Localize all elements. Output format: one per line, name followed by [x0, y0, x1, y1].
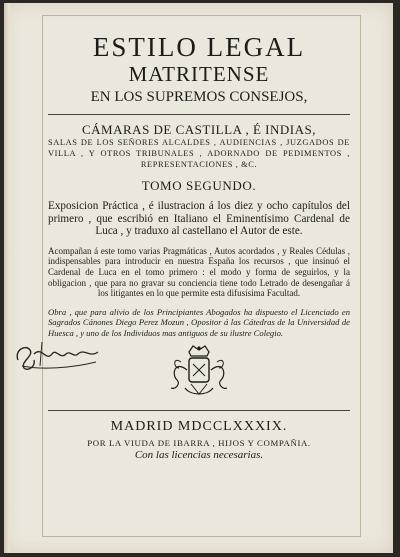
printer-name: POR LA VIUDA DE IBARRA , HIJOS Y COMPAÑIA.: [87, 437, 311, 448]
divider-2: [48, 410, 350, 411]
page-spine-shadow: [4, 3, 10, 553]
contents-paragraph: Acompañan á este tomo varias Pragmáticas , Autos acordados , y Reales Cédulas , indispensables para introducir en nuestra España los recursos , que insinuó el Cardenal de Luca en el tomo primero : el modo y forma de seguirlos, y la obligacion , que para no gravar su conciencia tiene todo Letrado de desengañar á los litigantes en lo que permite esta difusísima Facultad.: [48, 245, 350, 299]
description-paragraph: Exposicion Práctica , é ilustracion á los diez y ocho capítulos del primero , que escribió en Italiano el Eminentísimo Cardenal de Luca , y traduxo al castellano el Autor de este.: [48, 200, 350, 238]
title-line-3: EN LOS SUPREMOS CONSEJOS,: [90, 89, 308, 105]
title-line-2: MATRITENSE: [128, 62, 270, 86]
volume-label: TOMO SEGUNDO.: [141, 178, 257, 193]
imprint-city-year: MADRID MDCCLXXXIX.: [110, 418, 288, 434]
emblem-row: [48, 342, 350, 402]
authorship-paragraph: Obra , que para alivio de los Principiantes Abogados ha dispuesto el Licenciado en Sagrados Cánones Diego Perez Mozun , Opositor á las Cátedras de la Universidad de Huesca , y uno de los Individuos mas antiguos de su ilustre Colegio.: [48, 306, 350, 338]
divider-1: [48, 114, 350, 115]
handwritten-signature: [12, 336, 102, 376]
license-notice: Con las licencias necesarias.: [134, 448, 264, 461]
subtitle-small: SALAS DE LOS SEÑORES ALCALDES , AUDIENCIAS , JUZGADOS DE VILLA , Y OTROS TRIBUNALES , ADORNADO DE PEDIMENTOS , REPRESENTACIONES , &C.: [48, 138, 350, 169]
title-page-content: [48, 33, 350, 462]
printer-emblem-icon: [167, 344, 231, 400]
book-page: [4, 3, 393, 553]
subtitle-main: CÁMARAS DE CASTILLA , É INDIAS,: [82, 122, 316, 137]
title-line-1: ESTILO LEGAL: [92, 32, 306, 62]
